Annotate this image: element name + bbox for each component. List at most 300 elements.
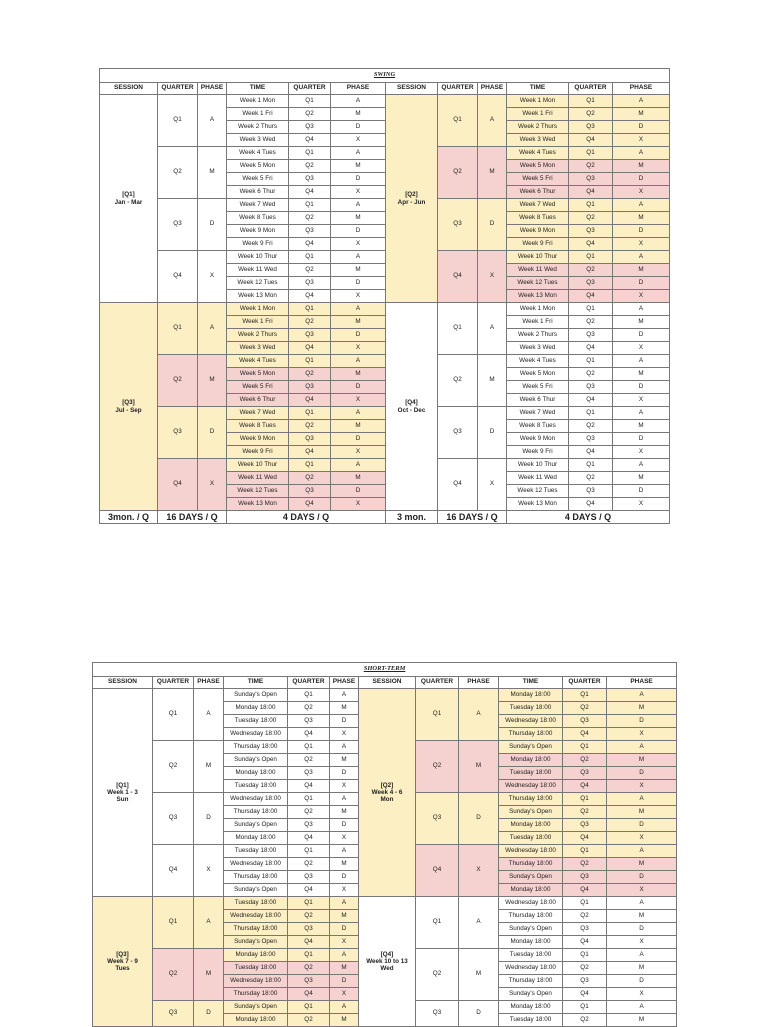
time-cell: Thursday 18:00: [224, 923, 288, 936]
time-cell: Monday 18:00: [224, 1014, 288, 1027]
session-label: [Q1]: [122, 191, 135, 199]
sub-quarter-cell: Q2: [288, 1014, 330, 1027]
time-cell: Sunday's Open: [499, 871, 563, 884]
time-cell: Week 7 Wed: [507, 407, 569, 420]
time-cell: Week 13 Mon: [507, 498, 569, 511]
sub-quarter-cell: Q2: [289, 420, 331, 433]
quarter-cell: Q3: [438, 199, 478, 251]
session-label: Week 10 to 13: [366, 957, 408, 965]
sub-phase-cell: D: [330, 715, 359, 728]
sub-phase-cell: X: [330, 780, 359, 793]
time-cell: Wednesday 18:00: [499, 897, 563, 910]
sub-quarter-cell: Q1: [288, 741, 330, 754]
sub-quarter-cell: Q1: [288, 949, 330, 962]
time-cell: Wednesday 18:00: [224, 858, 288, 871]
sub-phase-cell: M: [613, 160, 670, 173]
sub-phase-cell: A: [613, 147, 670, 160]
sub-quarter-cell: Q3: [289, 433, 331, 446]
time-cell: Week 9 Fri: [507, 238, 569, 251]
sub-quarter-cell: Q4: [288, 936, 330, 949]
time-cell: Sunday's Open: [224, 1001, 288, 1014]
sub-phase-cell: A: [607, 845, 677, 858]
time-cell: Week 1 Fri: [507, 108, 569, 121]
time-cell: Sunday's Open: [224, 884, 288, 897]
sub-quarter-cell: Q3: [289, 277, 331, 290]
sub-quarter-cell: Q4: [288, 780, 330, 793]
sub-quarter-cell: Q1: [288, 1001, 330, 1014]
quarter-cell: Q1: [158, 95, 198, 147]
sub-quarter-cell: Q3: [569, 277, 613, 290]
sub-phase-cell: X: [330, 728, 359, 741]
time-cell: Week 9 Fri: [507, 446, 569, 459]
time-cell: Week 9 Mon: [227, 433, 289, 446]
session-label: [Q2]: [405, 191, 418, 199]
time-cell: Monday 18:00: [499, 819, 563, 832]
sub-phase-cell: D: [607, 767, 677, 780]
quarter-cell: Q3: [416, 1001, 459, 1027]
sub-phase-cell: X: [607, 936, 677, 949]
sub-quarter-cell: Q1: [563, 1001, 607, 1014]
header-cell: QUARTER: [288, 677, 330, 689]
time-cell: Monday 18:00: [224, 702, 288, 715]
session-cell: [100, 95, 158, 303]
phase-cell: A: [198, 95, 227, 147]
time-cell: Monday 18:00: [224, 949, 288, 962]
time-cell: Week 11 Wed: [227, 264, 289, 277]
sub-phase-cell: D: [330, 819, 359, 832]
time-cell: Thursday 18:00: [224, 988, 288, 1001]
session-label: Week 7 - 9: [107, 957, 138, 965]
sub-quarter-cell: Q2: [569, 108, 613, 121]
time-cell: Thursday 18:00: [499, 793, 563, 806]
time-cell: Thursday 18:00: [499, 975, 563, 988]
sub-quarter-cell: Q3: [289, 381, 331, 394]
time-cell: Week 9 Fri: [227, 238, 289, 251]
sub-phase-cell: A: [613, 355, 670, 368]
header-cell: QUARTER: [563, 677, 607, 689]
time-cell: Thursday 18:00: [224, 806, 288, 819]
sub-quarter-cell: Q4: [569, 186, 613, 199]
sub-quarter-cell: Q3: [569, 121, 613, 134]
sub-phase-cell: X: [607, 988, 677, 1001]
sub-quarter-cell: Q2: [569, 368, 613, 381]
sub-quarter-cell: Q4: [289, 290, 331, 303]
quarter-cell: Q4: [438, 251, 478, 303]
sub-phase-cell: M: [330, 754, 359, 767]
sub-quarter-cell: Q2: [569, 264, 613, 277]
phase-cell: A: [459, 897, 499, 949]
time-cell: Tuesday 18:00: [224, 780, 288, 793]
phase-cell: M: [198, 355, 227, 407]
sub-quarter-cell: Q2: [569, 160, 613, 173]
time-cell: Week 1 Mon: [227, 303, 289, 316]
short-term-header-row: [93, 677, 677, 689]
sub-phase-cell: M: [331, 472, 386, 485]
time-cell: Week 10 Thur: [507, 251, 569, 264]
header-cell: QUARTER: [153, 677, 194, 689]
time-cell: Week 9 Mon: [507, 433, 569, 446]
sub-phase-cell: X: [331, 290, 386, 303]
sub-quarter-cell: Q2: [289, 316, 331, 329]
session-label: Oct - Dec: [397, 406, 426, 414]
sub-phase-cell: M: [331, 316, 386, 329]
sub-quarter-cell: Q3: [288, 767, 330, 780]
time-cell: Week 1 Fri: [227, 108, 289, 121]
header-cell: PHASE: [478, 83, 507, 95]
phase-cell: D: [478, 199, 507, 251]
sub-quarter-cell: Q1: [563, 897, 607, 910]
sub-quarter-cell: Q1: [289, 95, 331, 108]
sub-phase-cell: X: [331, 394, 386, 407]
sub-quarter-cell: Q4: [289, 394, 331, 407]
time-cell: Week 8 Tues: [227, 420, 289, 433]
phase-cell: M: [198, 147, 227, 199]
sub-phase-cell: M: [607, 806, 677, 819]
sub-phase-cell: D: [613, 225, 670, 238]
sub-quarter-cell: Q1: [288, 793, 330, 806]
sub-quarter-cell: Q2: [288, 910, 330, 923]
session-label: Apr - Jun: [397, 198, 426, 206]
time-cell: Sunday's Open: [499, 741, 563, 754]
sub-phase-cell: D: [331, 277, 386, 290]
time-cell: Tuesday 18:00: [499, 1014, 563, 1027]
sub-quarter-cell: Q2: [569, 420, 613, 433]
sub-quarter-cell: Q3: [563, 819, 607, 832]
header-cell: TIME: [224, 677, 288, 689]
phase-cell: M: [194, 949, 224, 1001]
sub-phase-cell: M: [613, 264, 670, 277]
sub-quarter-cell: Q1: [563, 845, 607, 858]
sub-quarter-cell: Q2: [563, 1014, 607, 1027]
sub-quarter-cell: Q4: [563, 936, 607, 949]
sub-quarter-cell: Q4: [569, 134, 613, 147]
header-cell: PHASE: [613, 83, 670, 95]
sub-phase-cell: D: [330, 871, 359, 884]
sub-quarter-cell: Q2: [288, 806, 330, 819]
sub-phase-cell: D: [331, 329, 386, 342]
sub-phase-cell: M: [613, 212, 670, 225]
sub-phase-cell: D: [613, 485, 670, 498]
sub-quarter-cell: Q1: [569, 95, 613, 108]
quarter-cell: Q1: [416, 897, 459, 949]
sub-phase-cell: X: [613, 186, 670, 199]
time-cell: Tuesday 18:00: [499, 949, 563, 962]
sub-quarter-cell: Q3: [289, 173, 331, 186]
sub-quarter-cell: Q3: [288, 819, 330, 832]
quarter-cell: Q1: [158, 303, 198, 355]
table-row: [100, 407, 670, 420]
sub-phase-cell: D: [607, 819, 677, 832]
sub-phase-cell: X: [331, 498, 386, 511]
time-cell: Week 5 Fri: [507, 173, 569, 186]
quarter-cell: Q2: [416, 949, 459, 1001]
sub-quarter-cell: Q2: [289, 160, 331, 173]
sub-phase-cell: D: [331, 485, 386, 498]
sub-quarter-cell: Q3: [288, 715, 330, 728]
sub-phase-cell: X: [331, 238, 386, 251]
sub-quarter-cell: Q3: [563, 923, 607, 936]
quarter-cell: Q2: [158, 355, 198, 407]
time-cell: Week 9 Mon: [227, 225, 289, 238]
sub-quarter-cell: Q1: [569, 355, 613, 368]
sub-quarter-cell: Q4: [289, 134, 331, 147]
session-cell: [386, 303, 438, 511]
sub-quarter-cell: Q3: [289, 329, 331, 342]
sub-phase-cell: M: [613, 472, 670, 485]
table-row: [93, 689, 677, 702]
session-cell: [386, 95, 438, 303]
time-cell: Week 3 Wed: [507, 342, 569, 355]
sub-phase-cell: D: [613, 277, 670, 290]
sub-phase-cell: A: [331, 147, 386, 160]
time-cell: Week 4 Tues: [227, 147, 289, 160]
sub-quarter-cell: Q2: [569, 212, 613, 225]
time-cell: Thursday 18:00: [499, 858, 563, 871]
sub-quarter-cell: Q4: [569, 342, 613, 355]
phase-cell: A: [198, 303, 227, 355]
sub-quarter-cell: Q3: [288, 923, 330, 936]
phase-cell: X: [194, 845, 224, 897]
sub-phase-cell: D: [331, 381, 386, 394]
sub-quarter-cell: Q1: [289, 303, 331, 316]
quarter-cell: Q4: [438, 459, 478, 511]
phase-cell: M: [459, 741, 499, 793]
sub-phase-cell: A: [607, 793, 677, 806]
sub-quarter-cell: Q3: [569, 329, 613, 342]
phase-cell: D: [459, 1001, 499, 1027]
session-label: [Q4]: [405, 399, 418, 407]
sub-quarter-cell: Q1: [563, 793, 607, 806]
session-cell: [93, 689, 153, 897]
sub-phase-cell: D: [613, 121, 670, 134]
sub-quarter-cell: Q1: [569, 459, 613, 472]
sub-quarter-cell: Q2: [563, 702, 607, 715]
header-cell: QUARTER: [158, 83, 198, 95]
sub-phase-cell: M: [613, 420, 670, 433]
header-cell: QUARTER: [416, 677, 459, 689]
sub-quarter-cell: Q4: [289, 446, 331, 459]
sub-phase-cell: X: [330, 884, 359, 897]
swing-footer-row: [100, 511, 670, 524]
header-cell: QUARTER: [569, 83, 613, 95]
session-label: Sun: [116, 796, 129, 804]
time-cell: Week 2 Thurs: [507, 329, 569, 342]
time-cell: Tuesday 18:00: [224, 962, 288, 975]
time-cell: Tuesday 18:00: [224, 715, 288, 728]
sub-phase-cell: D: [607, 975, 677, 988]
sub-phase-cell: A: [331, 199, 386, 212]
time-cell: Week 11 Wed: [507, 264, 569, 277]
time-cell: Week 2 Thurs: [507, 121, 569, 134]
sub-phase-cell: M: [607, 962, 677, 975]
header-cell: PHASE: [198, 83, 227, 95]
sub-phase-cell: M: [607, 1014, 677, 1027]
sub-phase-cell: A: [331, 95, 386, 108]
phase-cell: A: [459, 689, 499, 741]
sub-quarter-cell: Q3: [288, 975, 330, 988]
sub-phase-cell: M: [331, 212, 386, 225]
sub-quarter-cell: Q3: [569, 173, 613, 186]
quarter-cell: Q4: [153, 845, 194, 897]
sub-quarter-cell: Q2: [563, 962, 607, 975]
time-cell: Week 1 Fri: [507, 316, 569, 329]
phase-cell: X: [459, 845, 499, 897]
sub-phase-cell: X: [330, 988, 359, 1001]
sub-quarter-cell: Q4: [563, 780, 607, 793]
time-cell: Week 9 Fri: [227, 446, 289, 459]
sub-quarter-cell: Q4: [569, 446, 613, 459]
sub-quarter-cell: Q2: [289, 212, 331, 225]
quarter-cell: Q2: [158, 147, 198, 199]
sub-phase-cell: A: [330, 741, 359, 754]
sub-phase-cell: M: [330, 702, 359, 715]
sub-phase-cell: A: [330, 897, 359, 910]
sub-quarter-cell: Q4: [288, 988, 330, 1001]
phase-cell: M: [459, 949, 499, 1001]
time-cell: Week 13 Mon: [227, 498, 289, 511]
sub-phase-cell: M: [607, 702, 677, 715]
sub-quarter-cell: Q1: [288, 689, 330, 702]
sub-quarter-cell: Q4: [288, 832, 330, 845]
phase-cell: M: [194, 741, 224, 793]
time-cell: Thursday 18:00: [499, 728, 563, 741]
time-cell: Week 12 Tues: [227, 485, 289, 498]
footer-cell: 4 DAYS / Q: [507, 511, 670, 524]
sub-phase-cell: D: [607, 923, 677, 936]
sub-phase-cell: X: [613, 394, 670, 407]
sub-quarter-cell: Q1: [569, 147, 613, 160]
time-cell: Wednesday 18:00: [224, 975, 288, 988]
sub-phase-cell: M: [613, 316, 670, 329]
sub-quarter-cell: Q2: [289, 472, 331, 485]
quarter-cell: Q4: [158, 251, 198, 303]
time-cell: Week 11 Wed: [507, 472, 569, 485]
sub-phase-cell: M: [607, 910, 677, 923]
session-label: Tues: [115, 965, 130, 973]
phase-cell: M: [478, 147, 507, 199]
table-row: [100, 199, 670, 212]
sub-phase-cell: X: [330, 832, 359, 845]
sub-phase-cell: A: [331, 459, 386, 472]
time-cell: Week 8 Tues: [507, 212, 569, 225]
sub-quarter-cell: Q1: [289, 251, 331, 264]
time-cell: Thursday 18:00: [224, 871, 288, 884]
quarter-cell: Q4: [158, 459, 198, 511]
time-cell: Sunday's Open: [499, 923, 563, 936]
sub-quarter-cell: Q2: [563, 910, 607, 923]
time-cell: Week 7 Wed: [507, 199, 569, 212]
sub-quarter-cell: Q2: [569, 472, 613, 485]
table-row: [100, 251, 670, 264]
quarter-cell: Q2: [438, 147, 478, 199]
sub-phase-cell: M: [330, 1014, 359, 1027]
time-cell: Monday 18:00: [499, 936, 563, 949]
sub-quarter-cell: Q2: [288, 754, 330, 767]
sub-phase-cell: M: [331, 264, 386, 277]
quarter-cell: Q3: [416, 793, 459, 845]
time-cell: Week 3 Wed: [227, 342, 289, 355]
sub-quarter-cell: Q2: [563, 754, 607, 767]
quarter-cell: Q2: [153, 949, 194, 1001]
time-cell: Week 13 Mon: [507, 290, 569, 303]
sub-phase-cell: X: [331, 446, 386, 459]
sub-quarter-cell: Q4: [563, 728, 607, 741]
phase-cell: D: [459, 793, 499, 845]
sub-phase-cell: A: [331, 355, 386, 368]
header-cell: TIME: [507, 83, 569, 95]
footer-cell: 3 mon.: [386, 511, 438, 524]
sub-quarter-cell: Q1: [563, 689, 607, 702]
sub-quarter-cell: Q2: [288, 962, 330, 975]
time-cell: Monday 18:00: [499, 884, 563, 897]
sub-quarter-cell: Q3: [289, 225, 331, 238]
quarter-cell: Q1: [153, 897, 194, 949]
time-cell: Wednesday 18:00: [499, 715, 563, 728]
sub-phase-cell: X: [607, 884, 677, 897]
time-cell: Tuesday 18:00: [499, 702, 563, 715]
sub-quarter-cell: Q1: [289, 407, 331, 420]
sub-phase-cell: M: [330, 806, 359, 819]
sub-phase-cell: M: [613, 108, 670, 121]
sub-quarter-cell: Q2: [288, 702, 330, 715]
sub-phase-cell: A: [331, 303, 386, 316]
session-label: Jan - Mar: [114, 198, 143, 206]
sub-phase-cell: M: [613, 368, 670, 381]
sub-phase-cell: A: [330, 845, 359, 858]
sub-phase-cell: D: [607, 871, 677, 884]
time-cell: Week 8 Tues: [507, 420, 569, 433]
session-label: [Q1]: [116, 781, 129, 789]
quarter-cell: Q4: [416, 845, 459, 897]
header-cell: QUARTER: [438, 83, 478, 95]
sub-phase-cell: A: [607, 949, 677, 962]
footer-cell: 16 DAYS / Q: [438, 511, 507, 524]
time-cell: Week 13 Mon: [227, 290, 289, 303]
phase-cell: X: [478, 251, 507, 303]
sub-quarter-cell: Q1: [289, 355, 331, 368]
sub-quarter-cell: Q3: [569, 433, 613, 446]
time-cell: Week 12 Tues: [507, 277, 569, 290]
sub-phase-cell: M: [607, 858, 677, 871]
sub-phase-cell: A: [613, 407, 670, 420]
sub-phase-cell: X: [330, 936, 359, 949]
sub-quarter-cell: Q2: [289, 368, 331, 381]
sub-phase-cell: D: [331, 225, 386, 238]
sub-phase-cell: M: [331, 108, 386, 121]
header-cell: PHASE: [331, 83, 386, 95]
sub-quarter-cell: Q1: [569, 251, 613, 264]
time-cell: Sunday's Open: [499, 988, 563, 1001]
time-cell: Week 12 Tues: [227, 277, 289, 290]
time-cell: Sunday's Open: [224, 819, 288, 832]
time-cell: Week 11 Wed: [227, 472, 289, 485]
time-cell: Monday 18:00: [499, 1001, 563, 1014]
time-cell: Week 10 Thur: [227, 251, 289, 264]
quarter-cell: Q3: [153, 793, 194, 845]
sub-phase-cell: A: [331, 251, 386, 264]
phase-cell: D: [198, 199, 227, 251]
quarter-cell: Q2: [438, 355, 478, 407]
time-cell: Week 4 Tues: [507, 147, 569, 160]
header-cell: PHASE: [459, 677, 499, 689]
sub-phase-cell: A: [331, 407, 386, 420]
sub-quarter-cell: Q1: [289, 459, 331, 472]
sub-phase-cell: D: [613, 329, 670, 342]
session-label: Week 4 - 6: [371, 788, 403, 796]
time-cell: Week 1 Mon: [507, 303, 569, 316]
time-cell: Monday 18:00: [499, 754, 563, 767]
sub-quarter-cell: Q4: [569, 394, 613, 407]
